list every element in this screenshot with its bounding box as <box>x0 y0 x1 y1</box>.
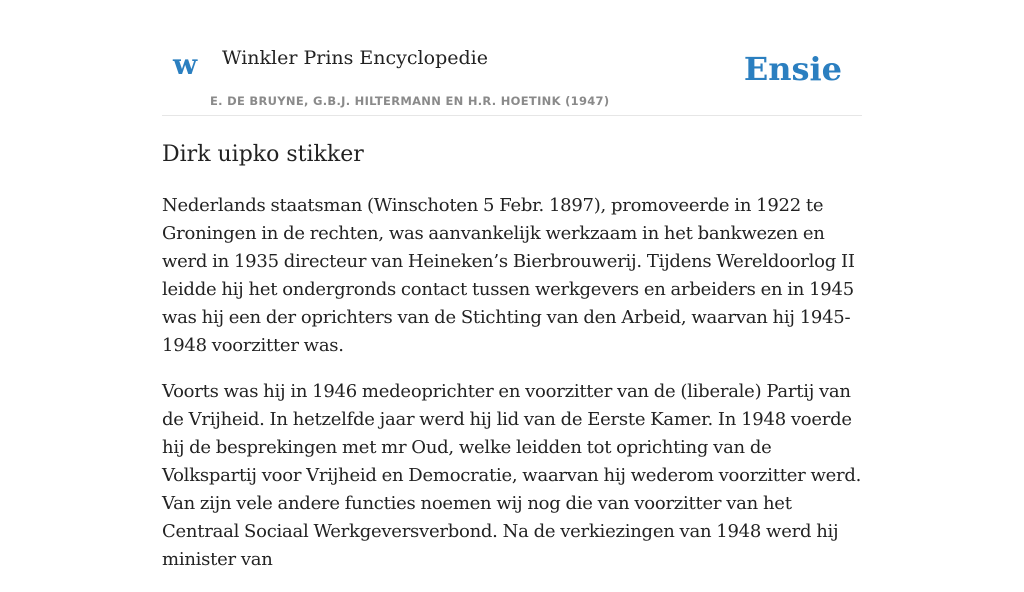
source-title[interactable]: Winkler Prins Encyclopedie <box>222 47 488 69</box>
winkler-prins-logo-icon[interactable]: w <box>173 48 198 81</box>
article-paragraph: Nederlands staatsman (Winschoten 5 Febr. 1897), promoveerde in 1922 te Groningen in de rechten, was aanvankelijk werkzaam in het bankwezen en werd in 1935 directeur van Heineken’s Bierbrouwerij. Tijdens Wereldoorlog II leidde hij het ondergronds contact tussen werkgevers en arbeiders en in 1945 was hij een der oprichters van de Stichting van den Arbeid, waarvan hij 1945-1948 voorzitter was. <box>162 195 855 356</box>
article-heading: Dirk uipko stikker <box>162 142 364 167</box>
header <box>162 0 862 116</box>
source-authors: E. DE BRUYNE, G.B.J. HILTERMANN EN H.R. HOETINK (1947) <box>210 94 610 108</box>
ensie-logo[interactable]: Ensie <box>743 50 842 88</box>
page-container <box>162 0 862 570</box>
article-paragraph: Voorts was hij in 1946 medeoprichter en voorzitter van de (liberale) Partij van de Vrijheid. In hetzelfde jaar werd hij lid van de Eerste Kamer. In 1948 voerde hij de besprekingen met mr Oud, welke leidden tot oprichting van de Volkspartij voor Vrijheid en Democratie, waarvan hij wederom voorzitter werd. Van zijn vele andere functies noemen wij nog die van voorzitter van het Centraal Sociaal Werkgeversverbond. Na de verkiezingen van 1948 werd hij minister van <box>162 381 862 570</box>
article-body <box>162 192 862 592</box>
